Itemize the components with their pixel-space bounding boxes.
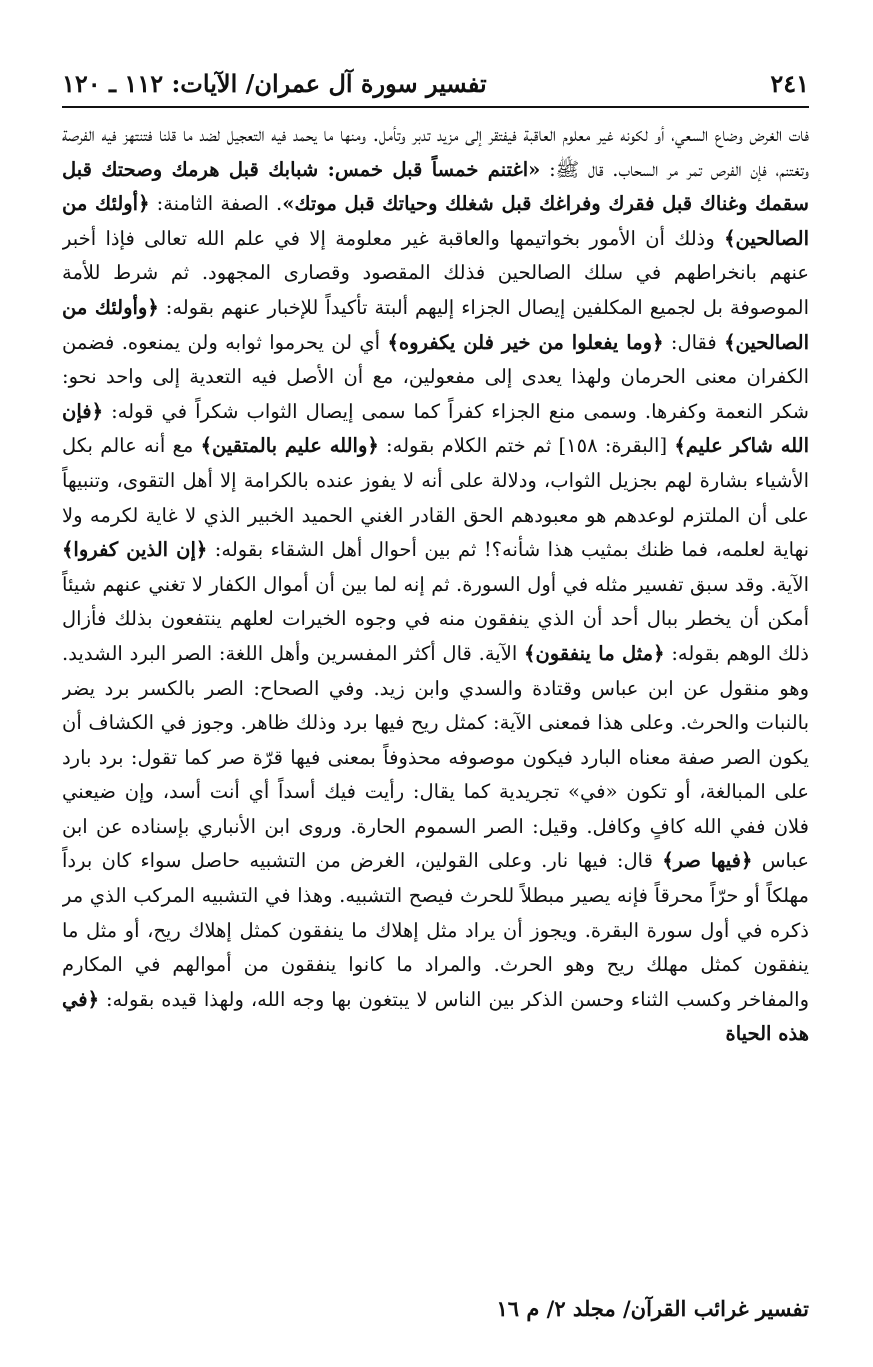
verse-quote: ﴿فإن الله شاكر عليم﴾	[62, 399, 809, 458]
text-run: الآية. قال أكثر المفسرين وأهل اللغة: الصر البرد الشديد. وهو منقول عن ابن عباس وقتادة والسدي وابن زيد. وفي الصحاح: الصر بالكسر برد يضر بالنبات والحرث. وعلى هذا فمعنى الآية: كمثل ريح فيها برد وذلك ظاهر. وجوز في الكشاف أن يكون الصر صفة معناه البارد فيكون موصوفه محذوفاً بمعنى فيها قرّة صر كما تقول: برد بارد على المبالغة، أو تكون «في» تجريدية كما يقال: رأيت فيك أسداً أي أنت أسد، وإن ضيعني فلان ففي الله كافٍ وكافل. وقيل: الصر السموم الحارة. وروى ابن الأنباري بإسناده عن ابن عباس	[62, 641, 809, 873]
verse-quote: ﴿أولئك من الصالحين﴾	[62, 192, 809, 250]
verse-quote: ﴿في هذه الحياة	[62, 987, 809, 1046]
verse-quote: ﴿إن الذين كفروا﴾	[62, 538, 208, 562]
running-title: تفسير سورة آل عمران/ الآيات: ١١٢ ـ ١٢٠	[62, 68, 487, 98]
text-run: [البقرة: ١٥٨] ثم ختم الكلام بقوله:	[378, 434, 675, 458]
verse-quote: ﴿مثل ما ينفقون﴾	[524, 641, 665, 665]
page-footer-signature: تفسير غرائب القرآن/ مجلد ٢/ م ١٦	[496, 1296, 809, 1321]
body-text	[62, 118, 809, 1268]
text-run: الآية. وقد سبق تفسير مثله في أول السورة. ثم إنه لما بين أن أموال الكفار لا تغني عنهم شيئاً أمكن أن يخطر ببال أحد أن الذي ينفقون منه في وجوه الخيرات لعلهم ينتفعون بذلك فأزال ذلك الوهم بقوله:	[62, 572, 809, 665]
verse-quote: ﴿فيها صر﴾	[662, 849, 753, 873]
page-header	[62, 66, 809, 100]
page-number: ٢٤١	[770, 68, 809, 98]
text-run: . الصفة الثامنة:	[149, 192, 283, 216]
verse-quote: ﴿والله عليم بالمتقين﴾	[200, 434, 379, 458]
text-run: فقال:	[663, 330, 725, 354]
text-run: قال: فيها نار. وعلى القولين، الغرض من التشبيه حاصل سواء كان برداً مهلكاً أو حرّاً محرقاً فإنه يصير مبطلاً للحرث فيصح التشبيه. وهذا في التشبيه المركب الذي مر ذكره في أول سورة البقرة. ويجوز أن يراد مثل إهلاك ما ينفقون كمثل إهلاك ريح، أو مثل ما ينفقون كمثل مهلك ريح وهو الحرث. والمراد ما كانوا ينفقون من أموالهم في المكارم والمفاخر وكسب الثناء وحسن الذكر بين الناس لا يبتغون بها وجه الله، ولهذا قيده بقوله:	[62, 849, 809, 1011]
text-run: مع أنه عالم بكل الأشياء بشارة لهم بجزيل الثواب، ودلالة على أنه لا يفوز عنده بالكرامة إلا أهل التقوى، وتنبيهاً على أن الملتزم لوعدهم هو معبودهم الحق القادر الغني الحميد الخبير الذي لا غاية لكرمه ولا نهاية لعلمه، فما ظنك بمثيب هذا شأنه؟! ثم بين أحوال أهل الشقاء بقوله:	[62, 434, 809, 562]
text-run: فات الغرض وضاع السعي، أو لكونه غير معلوم العاقبة فيفتقر إلى مزيد تدبر وتأمل. ومنها ما يحمد فيه التعجيل لضد ما قلنا فتنتهز فيه الفرصة وتغتنم، فإن الفرص تمر مر السحاب. قال ﷺ:	[62, 123, 809, 181]
text-run: أي لن يحرموا ثوابه ولن يمنعوه. فضمن الكفران معنى الحرمان ولهذا يعدى إلى مفعولين، مع أن الأصل فيه التعدية إلى واحد نحو: شكر النعمة وكفرها. وسمى منع الجزاء كفراً كما سمى إيصال الثواب شكراً في قوله:	[62, 330, 809, 423]
text-run: وذلك أن الأمور بخواتيمها والعاقبة غير معلومة إلا في علم الله تعالى فإذا أخبر عنهم بانخراطهم في سلك الصالحين فذلك المقصود وقصارى المجهود. ثم شرط للأمة الموصوفة بل لجميع المكلفين إيصال الجزاء إليهم ألبتة تأكيداً للإخبار عنهم بقوله:	[62, 226, 809, 319]
hadith-quote: «اغتنم خمساً قبل خمس: شبابك قبل هرمك وصحتك قبل سقمك وغناك قبل فقرك وفراغك قبل شغلك وحياتك قبل موتك»	[62, 157, 809, 216]
verse-quote: ﴿وما يفعلوا من خير فلن يكفروه﴾	[387, 330, 664, 354]
verse-quote: ﴿وأولئك من الصالحين﴾	[62, 295, 809, 354]
commentary-paragraph	[62, 118, 809, 1052]
header-divider	[62, 106, 809, 108]
